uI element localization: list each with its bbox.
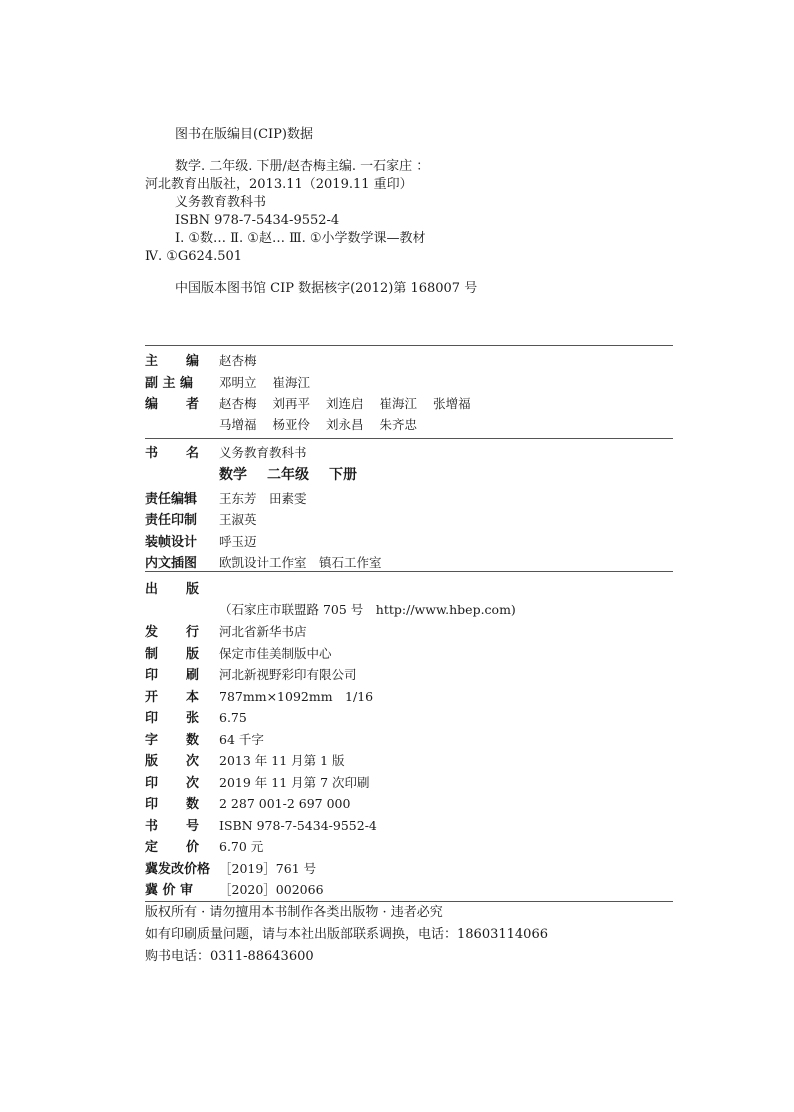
- label-char: 版: [185, 646, 199, 662]
- format-row: [145, 686, 673, 708]
- divider: [145, 571, 673, 572]
- book-name-row: [145, 442, 673, 464]
- label-char: 发: [145, 625, 159, 640]
- cip-number: 中国版本图书馆 CIP 数据核字(2012)第 168007 号: [175, 281, 478, 296]
- author-name: 刘永昌: [326, 416, 364, 432]
- label-char: 印: [145, 668, 159, 683]
- label-char: 数: [185, 797, 199, 812]
- label-char: 本: [185, 689, 199, 705]
- resp-editor: 王东芳 田素雯: [219, 490, 307, 506]
- impression: 2019 年 11 月第 7 次印刷: [219, 774, 370, 790]
- resp-print-label: 责任印制: [145, 513, 198, 528]
- label-char: 版: [145, 754, 159, 769]
- deputy-label: 副 主 编: [145, 375, 194, 391]
- deputy-name: 崔海江: [272, 374, 311, 390]
- cip-title: 图书在版编目(CIP)数据: [175, 127, 313, 142]
- cip-line: ISBN 978-7-5434-9552-4: [175, 213, 340, 228]
- publisher-address: （石家庄市联盟路 705 号 http://www.hbep.com): [219, 601, 516, 617]
- printer: 河北新视野彩印有限公司: [219, 667, 357, 682]
- illus-label: 内文插图: [145, 556, 198, 571]
- author-name: 刘再平: [272, 396, 311, 411]
- label-char: 号: [185, 818, 199, 834]
- price-approval-row: [145, 858, 673, 880]
- footer: [145, 902, 705, 968]
- resp-print-row: [145, 509, 673, 531]
- design-label: 装帧设计: [145, 534, 198, 550]
- resp-editor-label: 责任编辑: [145, 491, 198, 507]
- sheets: 6.75: [219, 710, 247, 725]
- review-row: [145, 879, 673, 901]
- authors-row-2: [145, 415, 673, 437]
- review-number: ［2020］002066: [219, 882, 324, 897]
- editors-section: [145, 350, 673, 436]
- label-char: 行: [185, 625, 199, 640]
- publisher-address-row: [145, 600, 673, 622]
- resp-print: 王淑英: [219, 512, 257, 527]
- label-char: 次: [185, 775, 199, 791]
- price-approval-label: 冀发改价格: [145, 861, 211, 877]
- purchase-phone: 购书电话：0311-88643600: [145, 949, 314, 964]
- book-series: 义务教育教科书: [219, 445, 307, 460]
- title-part: 下册: [329, 466, 357, 483]
- price: 6.70 元: [219, 839, 264, 854]
- resp-editor-row: [145, 488, 673, 510]
- plate-maker: 保定市佳美制版中心: [219, 645, 332, 661]
- label-char: 次: [185, 754, 199, 769]
- review-label: 冀 价 审: [145, 883, 194, 898]
- book-section: [145, 442, 673, 574]
- print-run: 2 287 001-2 697 000: [219, 796, 351, 811]
- print-run-row: [145, 793, 673, 815]
- label-char: 主: [145, 354, 159, 369]
- publication-section: [145, 578, 673, 901]
- cip-line: 数学. 二年级. 下册/赵杏梅主编. 一石家庄 ：: [175, 159, 430, 174]
- sheets-row: [145, 707, 673, 729]
- deputy-name: 邓明立: [219, 374, 257, 390]
- title-part: 二年级: [267, 466, 309, 483]
- label-char: 出: [145, 582, 159, 597]
- design-row: [145, 531, 673, 553]
- authors-row: [145, 393, 673, 415]
- author-name: 崔海江: [379, 396, 418, 411]
- label-char: 印: [145, 711, 159, 726]
- cip-block: [145, 126, 665, 298]
- label-char: 编: [145, 397, 159, 412]
- author-name: 马增福: [219, 416, 257, 432]
- author-name: 朱齐忠: [379, 416, 418, 432]
- label-char: 张: [185, 711, 199, 726]
- price-approval: ［2019］761 号: [219, 860, 317, 876]
- label-char: 刷: [185, 668, 199, 683]
- label-char: 定: [145, 840, 159, 855]
- title-part: 数学: [219, 466, 247, 483]
- label-char: 书: [145, 446, 159, 461]
- label-char: 版: [185, 582, 199, 597]
- price-row: [145, 836, 673, 858]
- label-char: 印: [145, 775, 159, 791]
- label-char: 者: [185, 397, 199, 412]
- isbn: ISBN 978-7-5434-9552-4: [219, 817, 377, 833]
- book-title: [207, 464, 377, 484]
- plate-row: [145, 643, 673, 665]
- chief-editor: 赵杏梅: [219, 353, 257, 368]
- words-row: [145, 729, 673, 751]
- book-title-row: [145, 464, 673, 488]
- label-char: 名: [185, 446, 199, 461]
- author-name: 张增福: [433, 396, 471, 411]
- illus: 欧凯设计工作室 镇石工作室: [219, 555, 382, 570]
- label-char: 开: [145, 689, 159, 705]
- label-char: 印: [145, 797, 159, 812]
- divider: [145, 345, 673, 346]
- publisher-row: [145, 578, 673, 600]
- quality-notice: 如有印刷质量问题，请与本社出版部联系调换，电话：18603114066: [145, 927, 548, 942]
- author-name: 赵杏梅: [219, 396, 257, 411]
- label-char: 编: [185, 354, 199, 369]
- format: 787mm×1092mm 1/16: [219, 688, 374, 704]
- cip-line: 河北教育出版社，2013.11（2019.11 重印）: [145, 177, 413, 192]
- cip-line: Ⅰ. ①数… Ⅱ. ①赵… Ⅲ. ①小学数学课—教材: [175, 231, 426, 246]
- edition-row: [145, 750, 673, 772]
- impression-row: [145, 772, 673, 794]
- copyright-notice: 版权所有 · 请勿擅用本书制作各类出版物 · 违者必究: [145, 905, 443, 920]
- printer-row: [145, 664, 673, 686]
- label-char: 书: [145, 818, 159, 834]
- cip-line: 义务教育教科书: [175, 195, 267, 210]
- design: 呼玉迈: [219, 533, 257, 549]
- author-name: 刘连启: [326, 396, 364, 411]
- label-char: 字: [145, 732, 159, 748]
- label-char: 制: [145, 646, 159, 662]
- divider: [145, 438, 673, 439]
- distributor: 河北省新华书店: [219, 624, 307, 639]
- distributor-row: [145, 621, 673, 643]
- edition: 2013 年 11 月第 1 版: [219, 753, 345, 768]
- label-char: 价: [185, 840, 199, 855]
- word-count: 64 千字: [219, 731, 264, 747]
- label-char: 数: [185, 732, 199, 748]
- chief-editor-row: [145, 350, 673, 372]
- author-name: 杨亚伶: [272, 416, 311, 432]
- deputy-editor-row: [145, 372, 673, 394]
- cip-line: Ⅳ. ①G624.501: [145, 249, 243, 264]
- isbn-row: [145, 815, 673, 837]
